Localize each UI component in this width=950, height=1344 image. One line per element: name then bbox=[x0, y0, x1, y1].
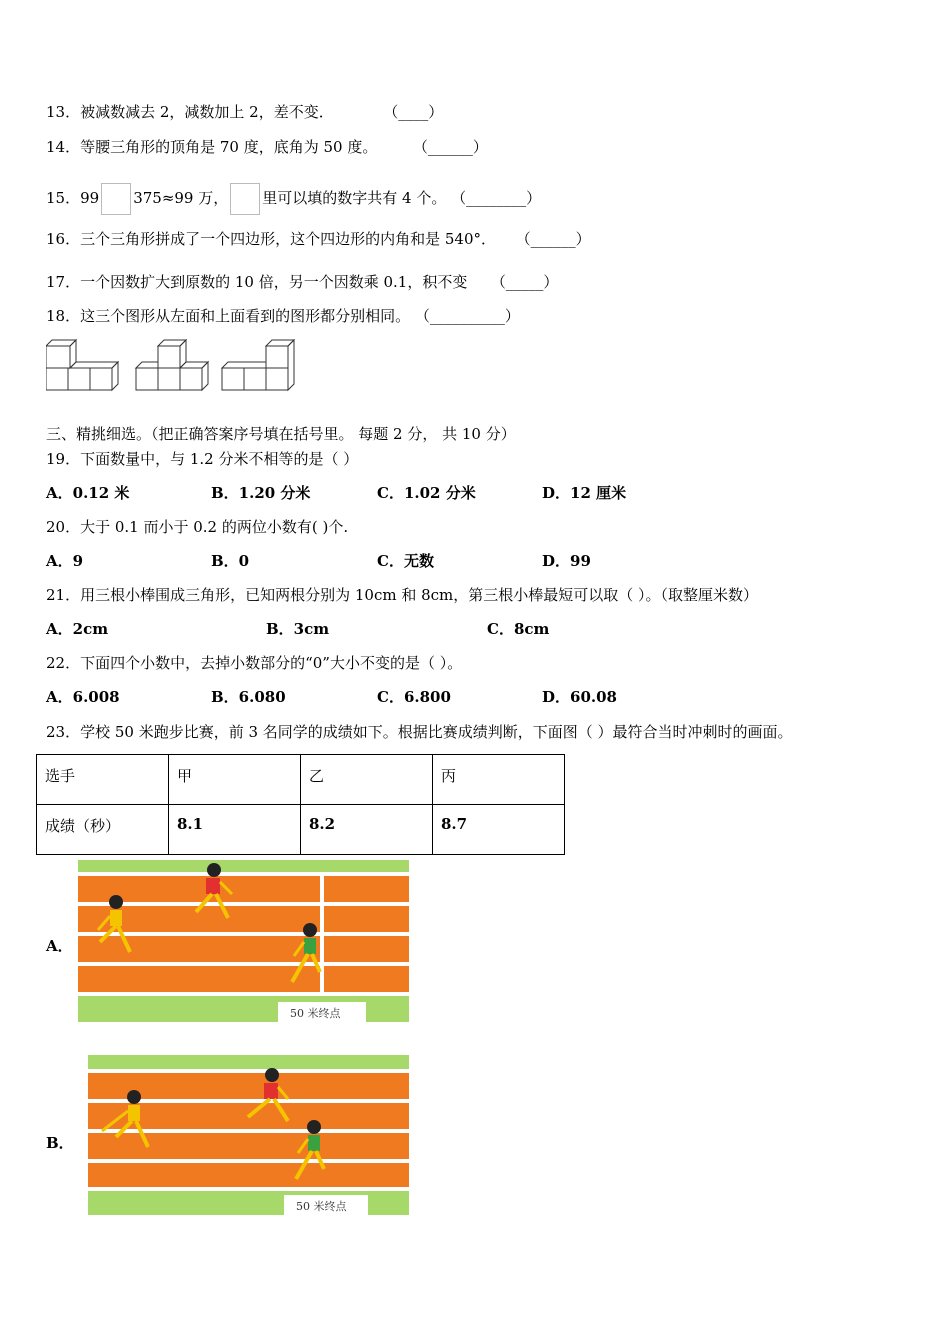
q18-text: 18．这三个图形从左面和上面看到的图形都分别相同。 bbox=[46, 307, 411, 325]
q19-option-b[interactable]: B．1.20 分米 bbox=[211, 484, 311, 502]
scores-table bbox=[36, 754, 565, 855]
q23-option-b[interactable]: B． bbox=[46, 1134, 74, 1152]
q20-option-c[interactable]: C．无数 bbox=[377, 552, 434, 570]
table-cell: 8.2 bbox=[301, 805, 433, 855]
track-picture-b[interactable] bbox=[88, 1055, 409, 1215]
question-19: 19．下面数量中，与 1.2 分米不相等的是（ ） bbox=[46, 450, 359, 468]
table-cell: 选手 bbox=[37, 755, 169, 805]
q21-option-c[interactable]: C．8cm bbox=[487, 620, 550, 638]
q20-option-b[interactable]: B．0 bbox=[211, 552, 250, 570]
q15-post: 里可以填的数字共有 4 个。 bbox=[262, 189, 447, 207]
q14-text: 14．等腰三角形的顶角是 70 度，底角为 50 度。 bbox=[46, 138, 378, 156]
q15-pre: 15．99 bbox=[46, 189, 100, 207]
cube-figure-1 bbox=[46, 340, 118, 390]
q17-text: 17．一个因数扩大到原数的 10 倍，另一个因数乘 0.1，积不变 bbox=[46, 273, 468, 291]
q20-option-d[interactable]: D．99 bbox=[542, 552, 591, 570]
question-14 bbox=[46, 137, 488, 157]
q17-blank[interactable]: （_____） bbox=[490, 273, 559, 291]
q23-option-a[interactable]: A． bbox=[46, 937, 73, 955]
cube-figure-2 bbox=[136, 340, 208, 390]
cube-figure-3 bbox=[222, 340, 294, 390]
table-row bbox=[37, 755, 565, 805]
q15-mid: 375≈99 万， bbox=[133, 189, 229, 207]
q13-blank[interactable]: （____） bbox=[383, 103, 444, 121]
question-21: 21．用三根小棒围成三角形，已知两根分别为 10cm 和 8cm，第三根小棒最短可以取（ ）。（取整厘米数） bbox=[46, 586, 759, 604]
question-17 bbox=[46, 272, 558, 292]
question-16 bbox=[46, 229, 591, 249]
q16-blank[interactable]: （______） bbox=[515, 230, 591, 248]
question-22: 22．下面四个小数中，去掉小数部分的“0”大小不变的是（ ）。 bbox=[46, 654, 463, 672]
finish-label: 50 米终点 bbox=[290, 1007, 341, 1020]
question-18 bbox=[46, 306, 520, 326]
q21-option-a[interactable]: A．2cm bbox=[46, 620, 109, 638]
table-cell: 8.1 bbox=[169, 805, 301, 855]
q18-blank[interactable]: （__________） bbox=[414, 307, 520, 325]
table-cell: 丙 bbox=[433, 755, 565, 805]
q22-option-d[interactable]: D．60.08 bbox=[542, 688, 617, 706]
q19-option-a[interactable]: A．0.12 米 bbox=[46, 484, 130, 502]
section-3-title: 三、精挑细选。（把正确答案序号填在括号里。 每题 2 分， 共 10 分） bbox=[46, 425, 516, 443]
finish-label: 50 米终点 bbox=[296, 1200, 347, 1213]
q15-blank[interactable]: （________） bbox=[451, 189, 542, 207]
q22-option-c[interactable]: C．6.800 bbox=[377, 688, 451, 706]
question-13 bbox=[46, 102, 443, 122]
q22-option-b[interactable]: B．6.080 bbox=[211, 688, 286, 706]
fill-box[interactable] bbox=[230, 183, 260, 215]
track-picture-a[interactable] bbox=[78, 860, 409, 1022]
cube-figures bbox=[46, 338, 306, 398]
question-20: 20．大于 0.1 而小于 0.2 的两位小数有( )个. bbox=[46, 518, 349, 536]
table-cell: 乙 bbox=[301, 755, 433, 805]
table-cell: 甲 bbox=[169, 755, 301, 805]
table-row bbox=[37, 805, 565, 855]
q13-text: 13．被减数减去 2，减数加上 2，差不变． bbox=[46, 103, 334, 121]
fill-box[interactable] bbox=[101, 183, 131, 215]
table-cell: 8.7 bbox=[433, 805, 565, 855]
q19-option-d[interactable]: D．12 厘米 bbox=[542, 484, 627, 502]
q20-option-a[interactable]: A．9 bbox=[46, 552, 84, 570]
q19-option-c[interactable]: C．1.02 分米 bbox=[377, 484, 476, 502]
question-23: 23．学校 50 米跑步比赛，前 3 名同学的成绩如下。根据比赛成绩判断，下面图（ ）最符合当时冲刺时的画面。 bbox=[46, 723, 793, 741]
q22-option-a[interactable]: A．6.008 bbox=[46, 688, 120, 706]
q21-option-b[interactable]: B．3cm bbox=[266, 620, 330, 638]
q14-blank[interactable]: （______） bbox=[412, 138, 488, 156]
question-15 bbox=[46, 183, 541, 215]
table-cell: 成绩（秒） bbox=[37, 805, 169, 855]
q16-text: 16．三个三角形拼成了一个四边形，这个四边形的内角和是 540°． bbox=[46, 230, 496, 248]
